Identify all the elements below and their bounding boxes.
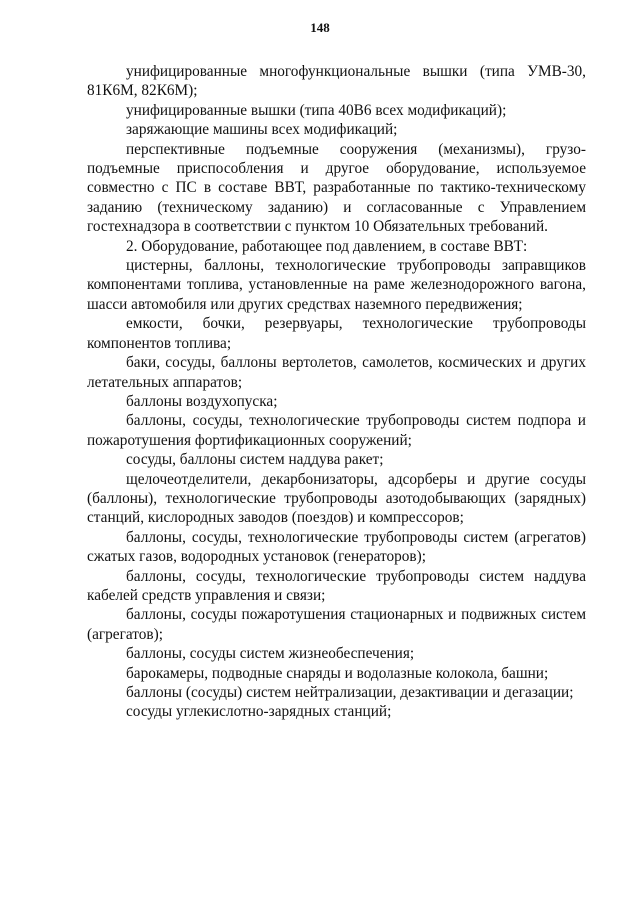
paragraph: баллоны (сосуды) систем нейтрализации, дезактивации и дегазации; <box>126 684 574 701</box>
paragraph: перспективные подъемные сооружения (механизмы), грузо-подъемные приспособления и другое оборудование, используемое совместно с ПС в составе ВВТ, разработанные по тактико-техническому заданию (техническому заданию) и согласованные с Управлением гостехнадзора в соответствии с пунктом 10 Обязательных требований. <box>87 140 586 236</box>
paragraph: сосуды, баллоны систем наддува ракет; <box>126 451 384 469</box>
section-heading: 2. Оборудование, работающее под давлением, в составе ВВТ: <box>126 237 528 255</box>
paragraph: барокамеры, подводные снаряды и водолазные колокола, башни; <box>126 664 549 682</box>
page-number: 148 <box>310 20 330 35</box>
paragraph: баллоны, сосуды систем жизнеобеспечения; <box>126 645 415 663</box>
paragraph: баллоны, сосуды, технологические трубопроводы систем наддува кабелей средств управления и связи; <box>87 567 586 604</box>
paragraph: сосуды углекислотно-зарядных станций; <box>126 703 392 721</box>
document-body <box>87 62 586 722</box>
paragraph: емкости, бочки, резервуары, технологические трубопроводы компонентов топлива; <box>87 315 586 352</box>
paragraph: унифицированные вышки (типа 40В6 всех модификаций); <box>126 101 507 119</box>
paragraph: баллоны воздухопуска; <box>126 392 278 410</box>
paragraph: заряжающие машины всех модификаций; <box>126 121 398 139</box>
paragraph: цистерны, баллоны, технологические трубопроводы заправщиков компонентами топлива, установленные на раме железнодорожного вагона, шасси автомобиля или других средствах наземного передвижения; <box>87 257 586 313</box>
paragraph: баллоны, сосуды пожаротушения стационарных и подвижных систем (агрегатов); <box>87 606 586 643</box>
paragraph: щелочеотделители, декарбонизаторы, адсорберы и другие сосуды (баллоны), технологические трубопроводы азотодобывающих (зарядных) станций, кислородных заводов (поездов) и компрессоров; <box>87 470 586 527</box>
paragraph: унифицированные многофункциональные вышки (типа УМВ-30, 81К6М, 82К6М); <box>87 63 586 100</box>
paragraph: баллоны, сосуды, технологические трубопроводы систем подпора и пожаротушения фортификационных сооружений; <box>87 412 586 449</box>
paragraph: баки, сосуды, баллоны вертолетов, самолетов, космических и других летательных аппаратов; <box>87 354 586 391</box>
paragraph: баллоны, сосуды, технологические трубопроводы систем (агрегатов) сжатых газов, водородных установок (генераторов); <box>87 528 586 566</box>
